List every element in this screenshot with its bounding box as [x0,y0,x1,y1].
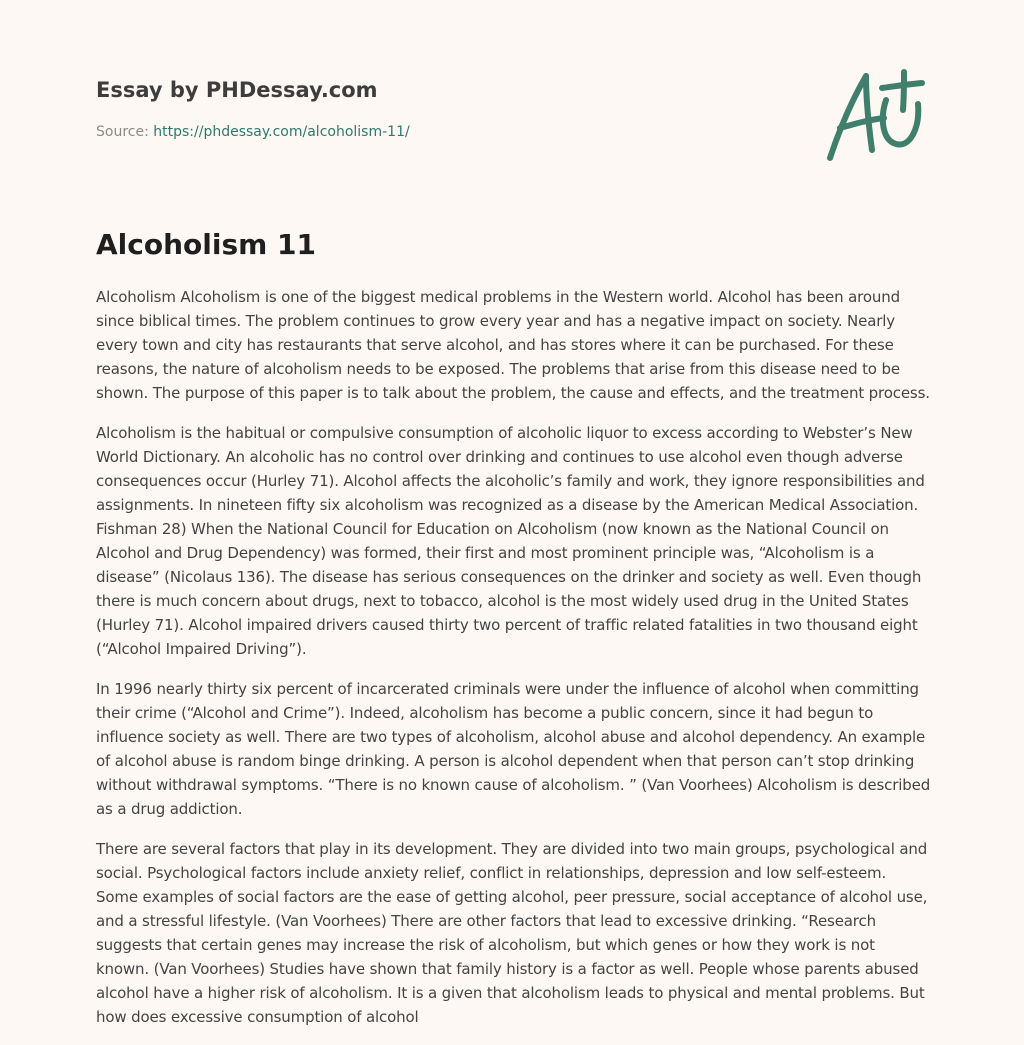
essay-title: Alcoholism 11 [96,228,317,261]
page-header [96,76,796,142]
essay-paragraph: Alcoholism Alcoholism is one of the biggest medical problems in the Western world. Alcohol has been around since biblical times. The problem continues to grow every year and has a negative impact on society. Nearly every town and city has restaurants that serve alcohol, and has stores where it can be purchased. For these reasons, the nature of alcoholism needs to be exposed. The problems that arise from this disease need to be shown. The purpose of this paper is to talk about the problem, the cause and effects, and the treatment process. [96,288,930,402]
site-brand: Essay by PHDessay.com [96,78,378,102]
essay-paragraph: There are several factors that play in its development. They are divided into two main groups, psychological and social. Psychological factors include anxiety relief, conflict in relationships, depression and low self-esteem. Some examples of social factors are the ease of getting alcohol, peer pressure, social acceptance of alcohol use, and a stressful lifestyle. (Van Voorhees) There are other factors that lead to excessive drinking. “Research suggests that certain genes may increase the risk of alcoholism, but which genes or how they work is not known. (Van Voorhees) Studies have shown that family history is a factor as well. People whose parents abused alcohol have a higher risk of alcoholism. It is a given that alcoholism leads to physical and mental problems. But how does excessive consumption of alcohol [96,840,928,1026]
essay-body [96,285,932,1045]
essay-paragraph: Alcoholism is the habitual or compulsive consumption of alcoholic liquor to excess according to Webster’s New World Dictionary. An alcoholic has no control over drinking and continues to use alcohol even though adverse consequences occur (Hurley 71). Alcohol affects the alcoholic’s family and work, they ignore responsibilities and assignments. In nineteen fifty six alcoholism was recognized as a disease by the American Medical Association. Fishman 28) When the National Council for Education on Alcoholism (now known as the National Council on Alcohol and Drug Dependency) was formed, their first and most prominent principle was, “Alcoholism is a disease” (Nicolaus 136). The disease has serious consequences on the drinker and society as well. Even though there is much concern about drugs, next to tobacco, alcohol is the most widely used drug in the United States (Hurley 71). Alcohol impaired drivers caused thirty two percent of traffic related fatalities in two thousand eight (“Alcohol Impaired Driving”). [96,424,925,658]
source-label: Source: [96,124,149,140]
a-plus-logo-icon [822,66,928,166]
essay-paragraph: In 1996 nearly thirty six percent of incarcerated criminals were under the influence of alcohol when committing their crime (“Alcohol and Crime”). Indeed, alcoholism has become a public concern, since it had begun to influence society as well. There are two types of alcoholism, alcohol abuse and alcohol dependency. An example of alcohol abuse is random binge drinking. A person is alcohol dependent when that person can’t stop drinking without withdrawal symptoms. “There is no known cause of alcoholism. ” (Van Voorhees) Alcoholism is described as a drug addiction. [96,680,931,818]
source-line [96,122,796,142]
source-link[interactable]: https://phdessay.com/alcoholism-11/ [153,124,410,140]
